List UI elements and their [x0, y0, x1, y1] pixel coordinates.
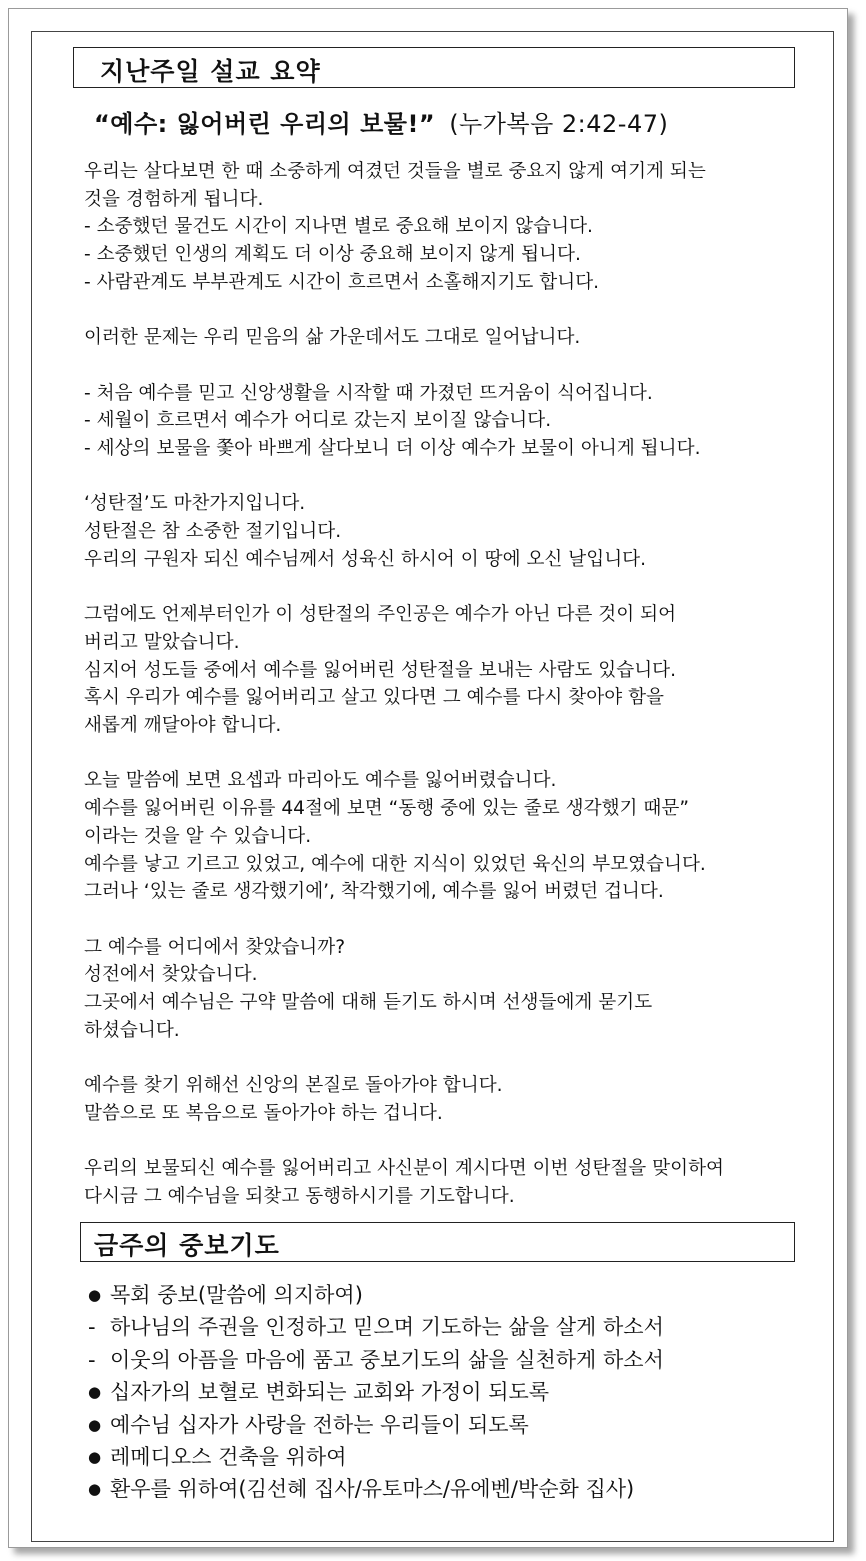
bullet-icon: ● — [88, 1448, 102, 1467]
scripture-reference: (누가복음 2:42-47) — [449, 110, 669, 138]
paragraph-gap — [84, 906, 799, 934]
prayer-item-text: 환우를 위하여(김선혜 집사/유토마스/유에벤/박순화 집사) — [110, 1477, 635, 1502]
prayer-item — [88, 1311, 664, 1343]
prayer-item — [88, 1409, 664, 1441]
sermon-line: - 처음 예수를 믿고 신앙생활을 시작할 때 가졌던 뜨거움이 식어집니다. — [84, 382, 653, 404]
sermon-line: - 사람관계도 부부관계도 시간이 흐르면서 소홀해지기도 합니다. — [84, 271, 600, 293]
sermon-line: 예수를 낳고 기르고 있었고, 예수에 대한 지식이 있었던 육신의 부모였습니다. — [84, 853, 706, 875]
sermon-summary-body — [84, 158, 799, 1211]
bullet-icon: ● — [88, 1286, 102, 1304]
bullet-icon: ● — [88, 1415, 102, 1434]
prayer-item-text: 목회 중보(말씀에 의지하여) — [110, 1283, 363, 1307]
sermon-line: 다시금 그 예수님을 되찾고 동행하시기를 기도합니다. — [84, 1185, 515, 1207]
sermon-line: 그럼에도 언제부터인가 이 성탄절의 주인공은 예수가 아닌 다른 것이 되어 — [84, 604, 677, 626]
prayer-item — [88, 1473, 664, 1505]
sermon-line: 예수를 찾기 위해선 신앙의 본질로 돌아가야 합니다. — [84, 1075, 503, 1097]
prayer-item-text: 레메디오스 건축을 위하여 — [110, 1445, 347, 1470]
sermon-line: 우리의 구원자 되신 예수님께서 성육신 하시어 이 땅에 오신 날입니다. — [84, 548, 647, 570]
dash-marker: - — [88, 1347, 96, 1372]
sermon-line: 우리의 보물되신 예수를 잃어버리고 사신분이 계시다면 이번 성탄절을 맞이하여 — [84, 1158, 725, 1180]
prayer-item — [88, 1441, 664, 1473]
sermon-title — [94, 104, 668, 139]
sermon-line: 오늘 말씀에 보면 요셉과 마리아도 예수를 잃어버렸습니다. — [84, 770, 557, 792]
paragraph-gap — [84, 1044, 799, 1072]
sermon-line: - 소중했던 물건도 시간이 지나면 별로 중요해 보이지 않습니다. — [84, 216, 593, 238]
sermon-line: 버리고 말았습니다. — [84, 631, 240, 653]
sermon-line: 우리는 살다보면 한 때 소중하게 여겼던 것들을 별로 중요지 않게 여기게 되는 — [84, 161, 706, 182]
sermon-line: ‘성탄절’도 마찬가지입니다. — [84, 493, 306, 515]
paragraph-gap — [84, 463, 799, 491]
prayer-heading: 금주의 중보기도 — [94, 1231, 280, 1260]
sermon-line: - 세월이 흐르면서 예수가 어디로 갔는지 보이질 않습니다. — [84, 410, 552, 432]
prayer-item-text: 하나님의 주권을 인정하고 믿으며 기도하는 삶을 살게 하소서 — [110, 1315, 664, 1340]
prayer-list — [88, 1279, 664, 1506]
prayer-item — [88, 1376, 664, 1408]
prayer-item-text: 이웃의 아픔을 마음에 품고 중보기도의 삶을 실천하게 하소서 — [110, 1347, 664, 1372]
paragraph-gap — [84, 740, 799, 768]
paragraph-gap — [84, 297, 799, 325]
prayer-item — [88, 1344, 664, 1376]
sermon-line: 성전에서 찾았습니다. — [84, 964, 258, 986]
sermon-line: 성탄절은 참 소중한 절기입니다. — [84, 521, 342, 543]
sermon-line: 이러한 문제는 우리 믿음의 삶 가운데서도 그대로 일어납니다. — [84, 327, 581, 349]
bullet-icon: ● — [88, 1480, 102, 1499]
sermon-line: 그곳에서 예수님은 구약 말씀에 대해 듣기도 하시며 선생들에게 묻기도 — [84, 992, 653, 1013]
dash-marker: - — [88, 1315, 96, 1340]
sermon-line: - 세상의 보물을 쫓아 바쁘게 살다보니 더 이상 예수가 보물이 아니게 됩니다. — [84, 438, 701, 459]
sermon-title-text: “예수: 잃어버린 우리의 보물!” — [94, 110, 436, 138]
paragraph-gap — [84, 352, 799, 380]
paragraph-gap — [84, 1128, 799, 1156]
sermon-line: 심지어 성도들 중에서 예수를 잃어버린 성탄절을 보내는 사람도 있습니다. — [84, 659, 677, 681]
prayer-item-text: 예수님 십자가 사랑을 전하는 우리들이 되도록 — [110, 1412, 529, 1437]
sermon-line: 새롭게 깨달아야 합니다. — [84, 715, 282, 736]
sermon-line: 이라는 것을 알 수 있습니다. — [84, 825, 312, 847]
sermon-line: 예수를 잃어버린 이유를 44절에 보면 “동행 중에 있는 줄로 생각했기 때문” — [84, 798, 689, 820]
sermon-line: 것을 경험하게 됩니다. — [84, 188, 264, 210]
sermon-line: 그러나 ‘있는 줄로 생각했기에’, 착각했기에, 예수를 잃어 버렸던 겁니다. — [84, 881, 664, 903]
paragraph-gap — [84, 574, 799, 602]
prayer-item — [88, 1279, 664, 1311]
prayer-item-text: 십자가의 보혈로 변화되는 교회와 가정이 되도록 — [110, 1380, 550, 1405]
sermon-line: 말씀으로 또 복음으로 돌아가야 하는 겁니다. — [84, 1102, 443, 1124]
sermon-line: 하셨습니다. — [84, 1019, 180, 1041]
sermon-line: 그 예수를 어디에서 찾았습니까? — [84, 936, 346, 958]
sermon-summary-heading: 지난주일 설교 요약 — [100, 57, 321, 86]
sermon-line: - 소중했던 인생의 계획도 더 이상 중요해 보이지 않게 됩니다. — [84, 244, 581, 266]
bullet-icon: ● — [88, 1383, 102, 1402]
sermon-line: 혹시 우리가 예수를 잃어버리고 살고 있다면 그 예수를 다시 찾아야 함을 — [84, 687, 664, 709]
